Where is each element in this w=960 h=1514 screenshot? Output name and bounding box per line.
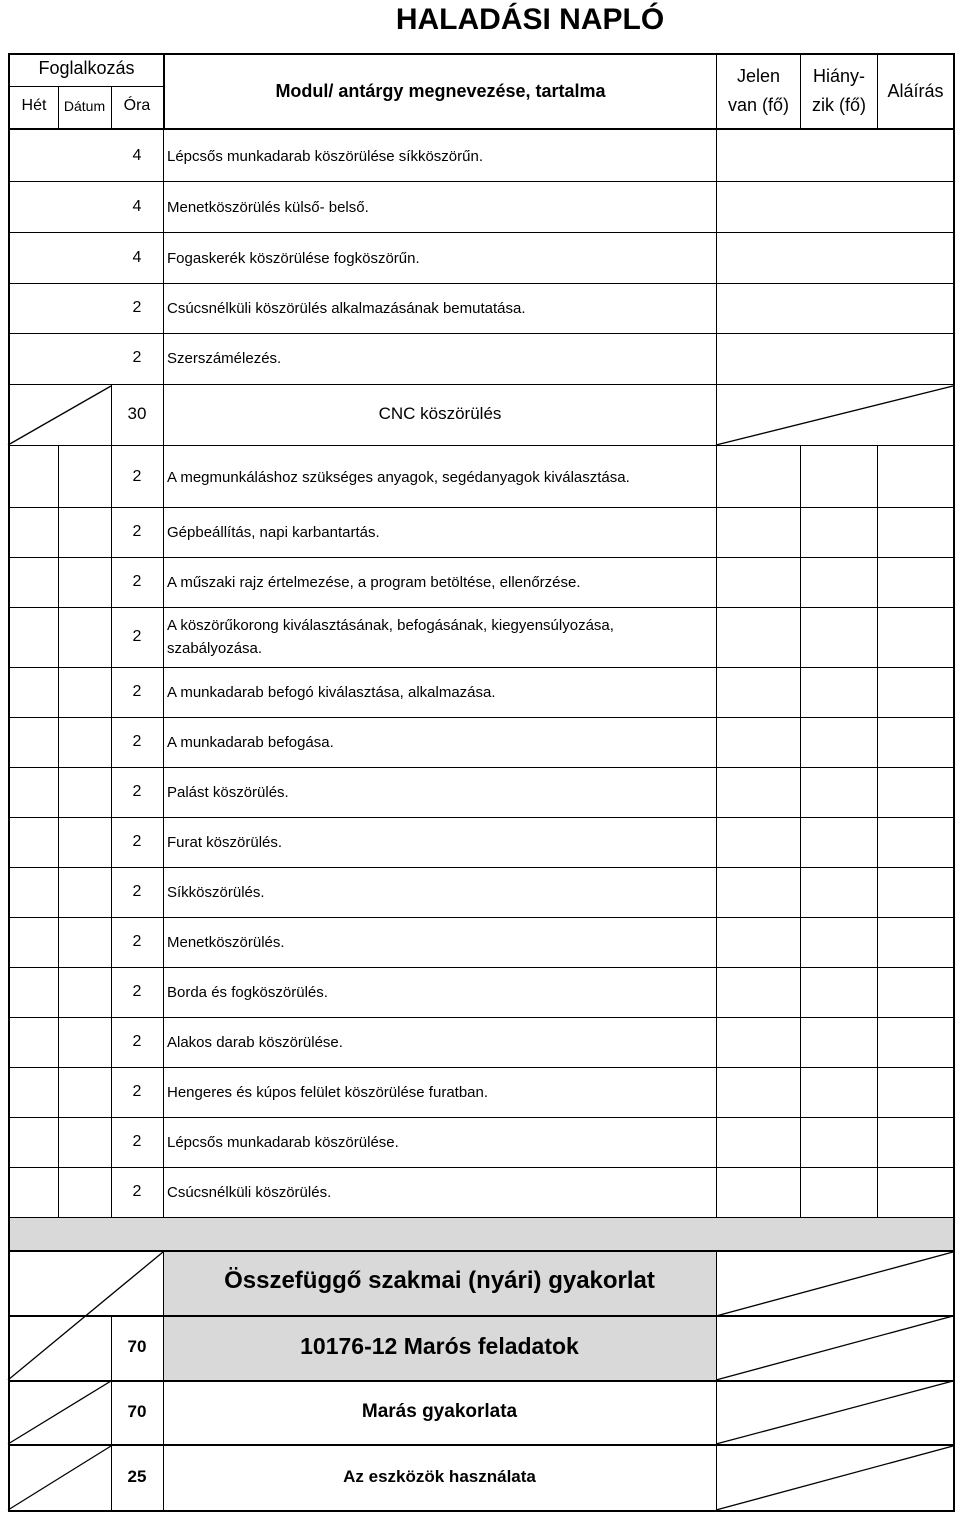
row-topic: A köszörűkorong kiválasztásának, befogásának, kiegyensúlyozása, (167, 617, 614, 634)
row-hours: 2 (132, 733, 142, 750)
row-topic: Fogaskerék köszörülése fogköszörűn. (167, 250, 420, 267)
header-hiany-line1: Hiány- (812, 66, 865, 86)
row-hours: 4 (132, 249, 142, 266)
row-hours: 2 (132, 628, 142, 645)
page-title: HALADÁSI NAPLÓ (395, 3, 665, 36)
module-cnc-title: CNC köszörülés (378, 404, 502, 423)
row-topic: Csúcsnélküli köszörülés. (167, 1184, 332, 1201)
module-cnc-hours: 30 (127, 404, 147, 423)
row-topic: Síkköszörülés. (167, 884, 265, 901)
row-hours: 2 (132, 1133, 142, 1150)
header-datum: Dátum (63, 98, 106, 114)
row-topic: Szerszámélezés. (167, 350, 282, 367)
row-topic: Gépbeállítás, napi karbantartás. (167, 524, 380, 541)
row-topic: A megmunkáláshoz szükséges anyagok, segédanyagok kiválasztása. (167, 469, 630, 486)
row-topic: Alakos darab köszörülése. (167, 1034, 343, 1051)
row-hours: 2 (132, 933, 142, 950)
header-het: Hét (21, 97, 47, 114)
row-hours: 4 (132, 198, 142, 215)
row-hours: 2 (132, 299, 142, 316)
header-foglalkozas: Foglalkozás (38, 58, 135, 78)
row-topic: A műszaki rajz értelmezése, a program betöltése, ellenőrzése. (167, 574, 581, 591)
subject-maras-title: Marás gyakorlata (361, 1401, 518, 1422)
row-hours: 2 (132, 1183, 142, 1200)
row-topic: Borda és fogköszörülés. (167, 984, 328, 1001)
row-hours: 2 (132, 783, 142, 800)
row-hours: 2 (132, 1033, 142, 1050)
row-hours: 2 (132, 468, 142, 485)
topic-eszkozok-hours: 25 (127, 1467, 147, 1486)
row-topic: Hengeres és kúpos felület köszörülése furatban. (167, 1084, 489, 1101)
row-topic: Lépcsős munkadarab köszörülése síkköszörűn. (167, 148, 483, 165)
header-ora: Óra (123, 97, 151, 114)
header-jelen-line1: Jelen (736, 66, 781, 86)
header-alairas: Aláírás (887, 81, 944, 101)
row-topic: Furat köszörülés. (167, 834, 283, 851)
subject-maras-hours: 70 (127, 1402, 147, 1421)
row-topic: Menetköszörülés. (167, 934, 285, 951)
row-topic: A munkadarab befogása. (167, 734, 334, 751)
header-hiany-line2: zik (fő) (812, 95, 866, 115)
row-hours: 2 (132, 683, 142, 700)
practice-title: Összefüggő szakmai (nyári) gyakorlat (224, 1267, 655, 1294)
module-maros-hours: 70 (127, 1337, 147, 1356)
row-hours: 4 (132, 147, 142, 164)
row-hours: 2 (132, 349, 142, 366)
row-hours: 2 (132, 983, 142, 1000)
header-jelen-line2: van (fő) (727, 95, 790, 115)
row-hours: 2 (132, 523, 142, 540)
row-topic: Lépcsős munkadarab köszörülése. (167, 1134, 399, 1151)
row-hours: 2 (132, 883, 142, 900)
row-topic-continuation: szabályozása. (167, 640, 263, 657)
row-hours: 2 (132, 833, 142, 850)
row-topic: Menetköszörülés külső- belső. (167, 199, 369, 216)
topic-eszkozok-title: Az eszközök használata (343, 1467, 536, 1486)
row-hours: 2 (132, 573, 142, 590)
module-maros-title: 10176-12 Marós feladatok (300, 1333, 579, 1359)
row-topic: Csúcsnélküli köszörülés alkalmazásának bemutatása. (167, 300, 526, 317)
row-topic: A munkadarab befogó kiválasztása, alkalmazása. (167, 684, 496, 701)
row-topic: Palást köszörülés. (167, 784, 289, 801)
row-hours: 2 (132, 1083, 142, 1100)
header-modul: Modul/ antárgy megnevezése, tartalma (275, 81, 606, 101)
